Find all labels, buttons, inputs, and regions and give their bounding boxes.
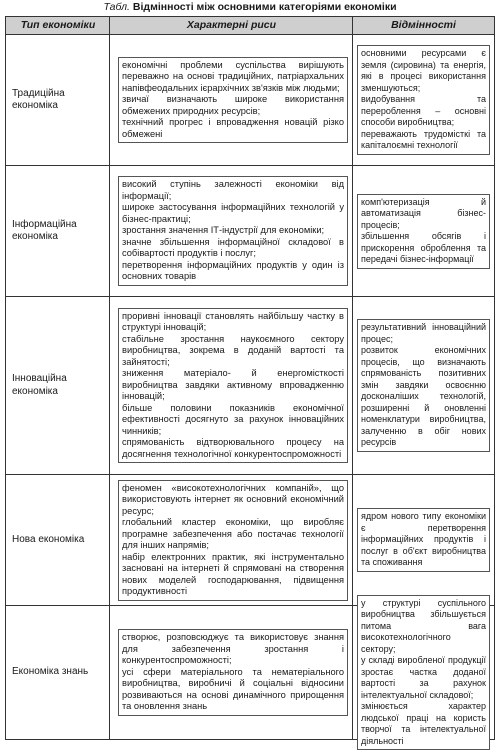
features-box: [118, 629, 348, 716]
feature-item: зростання значення ІТ-індустрії для економіки;: [122, 225, 325, 236]
difference-item: результативний інноваційний процес;: [361, 322, 486, 344]
differences-box: [357, 45, 490, 155]
feature-item: проривні інновації становлять найбільшу частку в структурі інновацій;: [122, 310, 344, 333]
difference-item: комп'ютеризація й автоматизація бізнес-процесів;: [361, 196, 486, 230]
features-box: [118, 57, 348, 144]
difference-item: у структурі суспільного виробництва збільшується питома вага високотехнологічного сектору;: [361, 597, 486, 654]
table-row: [6, 166, 494, 297]
economy-type-cell: Економіка знань: [12, 666, 89, 678]
differences-box: [357, 595, 490, 750]
differences-box: [357, 194, 490, 269]
features-box: [118, 480, 348, 601]
table-row: [6, 597, 494, 746]
economy-type-cell: Інформаційна економіка: [12, 218, 77, 242]
header-differences: Відмінності: [391, 19, 456, 31]
feature-item: більше половини показників економічної ефективності досягнуто за рахунок інноваційних чинників;: [122, 402, 344, 436]
differences-box: [357, 508, 490, 572]
difference-item: змінюється характер людської праці на користь творчої та інтелектуальної діяльності: [361, 701, 486, 746]
table-row: [6, 475, 494, 606]
header-features: Характерні риси: [186, 19, 277, 31]
header-economy-type: Тип економіки: [20, 19, 96, 31]
feature-item: усі сфери матеріального та нематеріального виробництва, виробничі й соціальні відносини розвиваються на основі динамічного прирощення та оновлення знань: [122, 666, 344, 712]
caption-title: Відмінності між основними категоріями економіки: [132, 1, 397, 13]
table-row: [6, 35, 494, 166]
table-header: [6, 17, 494, 35]
feature-item: широке застосування інформаційних технологій у бізнес-практиці;: [122, 202, 344, 224]
difference-item: видобування та перероблення – основні способи виробництва;: [361, 94, 486, 128]
comparison-table: [5, 16, 495, 746]
feature-item: створює, розповсюджує та використовує знання для забезпечення зростання і конкурентоспроможності;: [122, 632, 344, 666]
feature-item: технічний прогрес і впровадження новацій різко обмежені: [122, 117, 344, 139]
difference-item: ядром нового типу економіки є перетворення інформаційних продуктів і послуг в об'єкт виробництва та споживання: [361, 511, 486, 568]
difference-item: основними ресурсами є земля (сировина) та енергія, які в процесі використання зменшуються;: [361, 48, 486, 93]
feature-item: економічні проблеми суспільства вирішують переважно на основі традиційних, патріархальних напівфеодальних ієрархічних зв'язків між людьми;: [122, 59, 344, 93]
differences-box: [357, 319, 490, 452]
feature-item: феномен «високотехнологічних компаній», що використовують інтернет як основний економічний ресурс;: [122, 482, 344, 516]
economy-type-cell: Традиційна економіка: [12, 87, 65, 111]
economy-type-cell: Інноваційна економіка: [12, 373, 67, 397]
difference-item: розвиток економічних процесів, що визначають спрямованість позитивних змін завдяки освоєнню досконаліших технологій, розширенні й оновленні номенклатури виробництва, залученню в обіг нових ресурсів: [361, 345, 486, 448]
feature-item: глобальний кластер економіки, що виробляє програмне забезпечення або постачає технології для інших напрямів;: [122, 517, 344, 550]
difference-item: у складі виробленої продукції зростає частка доданої вартості за рахунок інтелектуальної складової;: [361, 655, 486, 700]
feature-item: набір електронних практик, які інструментально засновані на інтернеті й спрямовані на створення нових моделей господарювання, підвищення продуктивності: [122, 551, 344, 596]
features-box: [118, 308, 348, 464]
caption-prefix: Табл.: [103, 1, 130, 13]
features-box: [118, 176, 348, 286]
difference-item: збільшення обсягів і прискорення оброблення та передачі бізнес-інформації: [361, 231, 486, 264]
feature-item: стабільне зростання наукоємного сектору виробництва, зокрема в доданій вартості та зайнятості;: [122, 333, 344, 367]
difference-item: переважають трудомісткі та капіталоємні технології: [361, 128, 486, 151]
feature-item: звичаї визначають широке використання обмежених природних ресурсів;: [122, 94, 344, 116]
feature-item: перетворення інформаційних продуктів у один із основних товарів: [122, 259, 344, 282]
feature-item: спрямованість відтворювального процесу на досягнення технологічної конкурентоспроможності: [122, 437, 344, 459]
economy-type-cell: Нова економіка: [12, 533, 85, 545]
feature-item: зниження матеріало- й енергомісткості виробництва завдяки активному впровадженню інновацій;: [122, 368, 344, 402]
feature-item: значне збільшення інформаційної складової в собівартості продуктів і послуг;: [122, 236, 344, 259]
table-caption: [0, 0, 500, 15]
table-row: [6, 297, 494, 475]
feature-item: високий ступінь залежності економіки від інформації;: [122, 179, 344, 201]
